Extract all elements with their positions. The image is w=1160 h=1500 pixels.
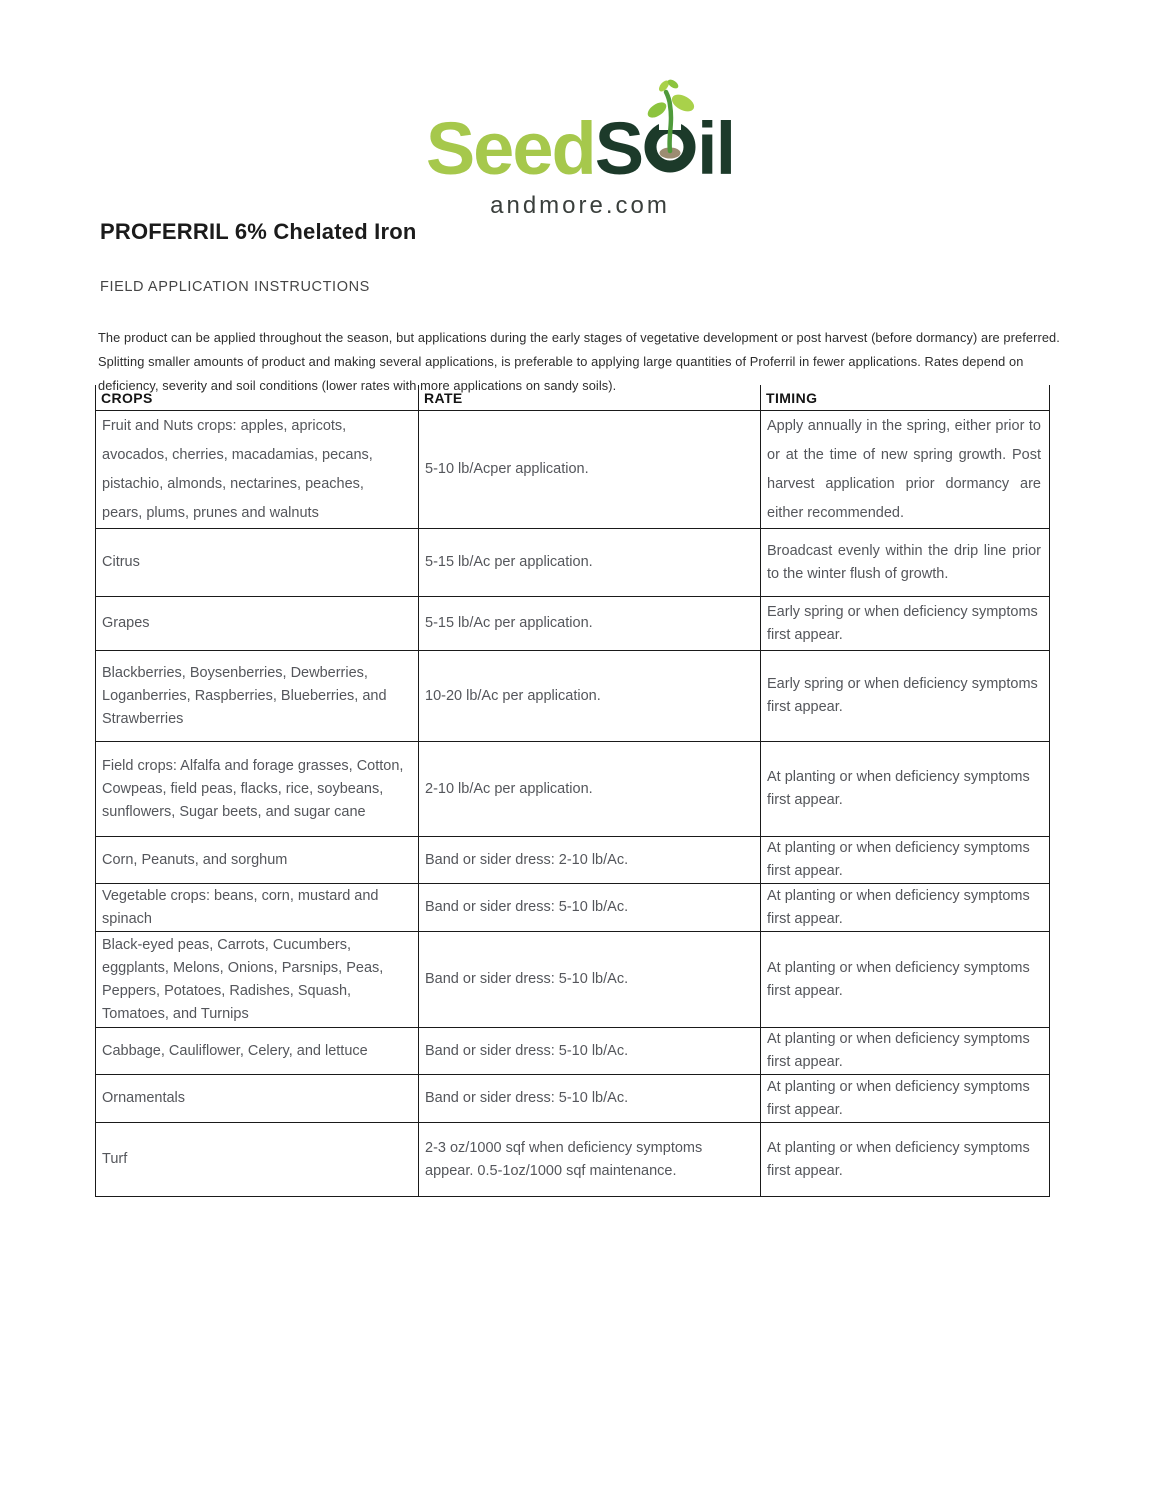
table-row <box>96 597 1050 651</box>
crops-cell: Corn, Peanuts, and sorghum <box>96 837 419 884</box>
table-row <box>96 1123 1050 1197</box>
timing-cell: At planting or when deficiency symptoms first appear. <box>761 742 1050 837</box>
table-header-crops: CROPS <box>96 385 419 411</box>
crops-cell: Turf <box>96 1123 419 1197</box>
crops-cell: Ornamentals <box>96 1075 419 1123</box>
table-header-timing: TIMING <box>761 385 1050 411</box>
rate-cell: Band or sider dress: 5-10 lb/Ac. <box>419 884 761 932</box>
crops-cell: Black-eyed peas, Carrots, Cucumbers, eggplants, Melons, Onions, Parsnips, Peas, Peppers, Potatoes, Radishes, Squash, Tomatoes, and Turnips <box>96 932 419 1028</box>
rate-cell: Band or sider dress: 5-10 lb/Ac. <box>419 1075 761 1123</box>
brand-seed-text: Seed <box>425 107 595 190</box>
instruction-line: The product can be applied throughout the season, but applications during the early stages of vegetative development or post harvest (before dormancy) are preferred. <box>98 330 1060 345</box>
table-row <box>96 837 1050 884</box>
crops-cell: Vegetable crops: beans, corn, mustard and spinach <box>96 884 419 932</box>
sprout-o-icon <box>644 77 696 173</box>
logo <box>0 98 1160 220</box>
timing-cell: Early spring or when deficiency symptoms first appear. <box>761 597 1050 651</box>
rate-cell: 5-15 lb/Ac per application. <box>419 529 761 597</box>
timing-cell: Early spring or when deficiency symptoms first appear. <box>761 651 1050 742</box>
timing-cell: Broadcast evenly within the drip line prior to the winter flush of growth. <box>761 529 1050 597</box>
crops-cell: Fruit and Nuts crops: apples, apricots, avocados, cherries, macadamias, pecans, pistachio, almonds, nectarines, peaches, pears, plums, prunes and walnuts <box>96 411 419 529</box>
application-table <box>95 385 1050 1197</box>
brand-domain: andmore.com <box>490 192 670 219</box>
instruction-line: Splitting smaller amounts of product and making several applications, is preferable to applying large quantities of Proferril in fewer applications. Rates depend on <box>98 354 1024 369</box>
table-header-row <box>96 385 1050 411</box>
timing-cell: At planting or when deficiency symptoms first appear. <box>761 837 1050 884</box>
timing-cell: At planting or when deficiency symptoms first appear. <box>761 884 1050 932</box>
timing-cell: At planting or when deficiency symptoms first appear. <box>761 1028 1050 1075</box>
crops-cell: Cabbage, Cauliflower, Celery, and lettuce <box>96 1028 419 1075</box>
rate-cell: 2-10 lb/Ac per application. <box>419 742 761 837</box>
table-row <box>96 411 1050 529</box>
rate-cell: 10-20 lb/Ac per application. <box>419 651 761 742</box>
table-row <box>96 1075 1050 1123</box>
section-subtitle: FIELD APPLICATION INSTRUCTIONS <box>100 279 370 295</box>
brand-soil-il-text: il <box>697 107 735 190</box>
rate-cell: Band or sider dress: 2-10 lb/Ac. <box>419 837 761 884</box>
table-row <box>96 932 1050 1028</box>
crops-cell: Grapes <box>96 597 419 651</box>
table-row <box>96 529 1050 597</box>
table-row <box>96 742 1050 837</box>
table-header-rate: RATE <box>419 385 761 411</box>
rate-cell: 5-15 lb/Ac per application. <box>419 597 761 651</box>
table-row <box>96 1028 1050 1075</box>
timing-cell: Apply annually in the spring, either prior to or at the time of new spring growth. Post harvest application prior dormancy are either recommended. <box>761 411 1050 529</box>
logo-wordmark <box>0 98 1160 190</box>
crops-cell: Blackberries, Boysenberries, Dewberries, Loganberries, Raspberries, Blueberries, and Strawberries <box>96 651 419 742</box>
rate-cell: Band or sider dress: 5-10 lb/Ac. <box>419 1028 761 1075</box>
rate-cell: 5-10 lb/Acper application. <box>419 411 761 529</box>
table-row <box>96 651 1050 742</box>
timing-cell: At planting or when deficiency symptoms first appear. <box>761 932 1050 1028</box>
timing-cell: At planting or when deficiency symptoms first appear. <box>761 1075 1050 1123</box>
table-row <box>96 884 1050 932</box>
application-table-body <box>96 411 1050 1197</box>
brand-soil-s-text: S <box>594 107 643 190</box>
timing-cell: At planting or when deficiency symptoms first appear. <box>761 1123 1050 1197</box>
crops-cell: Citrus <box>96 529 419 597</box>
crops-cell: Field crops: Alfalfa and forage grasses, Cotton, Cowpeas, field peas, flacks, rice, soybeans, sunflowers, Sugar beets, and sugar cane <box>96 742 419 837</box>
rate-cell: 2-3 oz/1000 sqf when deficiency symptoms appear. 0.5-1oz/1000 sqf maintenance. <box>419 1123 761 1197</box>
rate-cell: Band or sider dress: 5-10 lb/Ac. <box>419 932 761 1028</box>
page-title: PROFERRIL 6% Chelated Iron <box>100 219 417 244</box>
instruction-line: deficiency, severity and soil conditions (lower rates with more applications on sandy soils). <box>98 378 617 393</box>
